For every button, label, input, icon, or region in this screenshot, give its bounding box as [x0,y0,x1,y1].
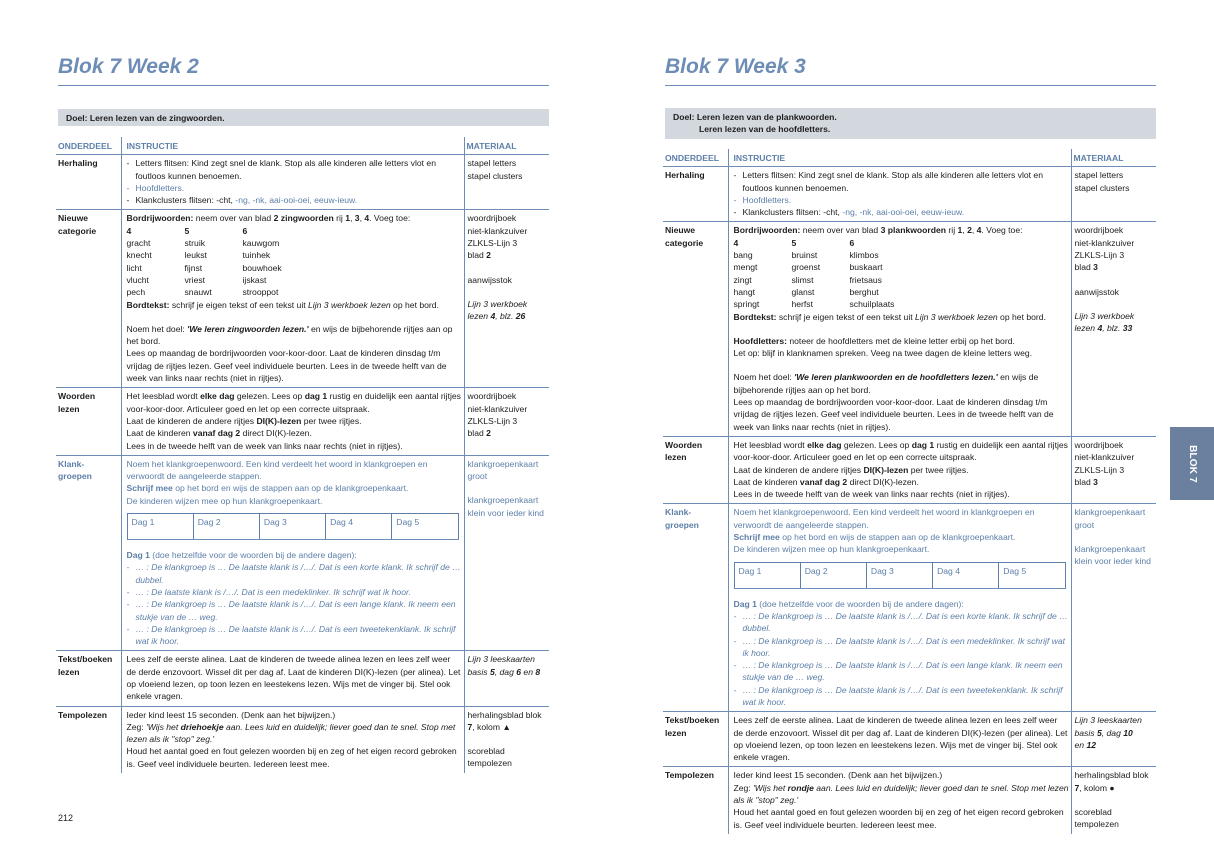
materiaal-tekst-boeken: Lijn 3 leeskaarten basis 5, dag 6 en 8 [464,651,549,706]
label-klankgroepen: Klank- groepen [663,504,728,712]
row-herhaling [663,167,1156,222]
list-item: - … : De laatste klank is /…/. Dat is een medeklinker. Ik schrijf wat ik hoor. [127,586,462,598]
instructie-klankgroepen: Noem het klankgroepenwoord. Een kind verdeelt het woord in klankgroepen en verwoordt de aangeleerde stappen. Schrijf mee op het bord en wijs de stappen aan op de klankgroepenkaart. De kinderen wijzen mee op hun klankgroepenkaart. Dag 1 Dag 2 Dag 3 Dag 4 Dag 5 Dag 1 (doe hetzelfde voor de woorden bij de andere dagen): - … : De klankgroep is … De laatste klank is /…/. Dat is een korte klank. Ik schrijf de … dubbel. - … : De klankgroep is … De laatste klank is /…/. Dat is een medeklinker. Ik schrijf wat ik hoor. - … : De klankgroep is … De laatste klank is /…/. Dat is een lange klank. Ik neem een stukje van de … weg. - … : De klankgroep is … De laatste klank is /…/. Dat is een tweetekenklank. Ik schrijf wat ik hoor. [728,504,1071,712]
materiaal-tempolezen: herhalingsblad blok 7, kolom ▲ scoreblad tempolezen [467,709,542,769]
materiaal-tekst-boeken: Lijn 3 leeskaarten basis 5, dag 10 en 12 [1071,712,1156,767]
days-grid: Dag 1 Dag 2 Dag 3 Dag 4 Dag 5 [734,562,1066,589]
goal-line: Doel: Leren lezen van de zingwoorden. [66,113,225,123]
list-item: - … : De klankgroep is … De laatste klank is /…/. Dat is een korte klank. Ik schrijf de … dubbel. [127,561,462,586]
label-nieuwe-categorie: Nieuwe categorie [56,210,121,388]
side-tab-label: BLOK 7 [1187,444,1199,483]
row-tempolezen [663,767,1156,834]
list-item: - Letters flitsen: Kind zegt snel de klank. Stop als alle kinderen alle letters vlot en foutloos kunnen benoemen. [127,157,462,182]
title-rule [58,85,549,86]
list-item: - Klankclusters flitsen: -cht, -ng, -nk, aai-ooi-oei, eeuw-ieuw. [734,206,1069,218]
instructie-nieuwe-categorie: Bordrijwoorden: neem over van blad 3 plankwoorden rij 1, 2, 4. Voeg toe: 4 bang mengt zingt hangt springt 5 bruinst groenst slimst glanst herfst 6 klimbos buskaart frietsaus berghut schuilplaats Bordtekst: schrijf je eigen tekst of een tekst uit Lijn 3 werkboek lezen op het bord. Hoofdletters: noteer de hoofdletters met de kleine letter erbij op het bord. Let op: blijf in klanknamen spreken. Veeg na twee dagen de kleine letters weg. Noem het doel: 'We leren plankwoorden en de hoofdletters lezen.' en wijs de bijbehorende rijtjes aan op het bord. Lees op maandag de bordrijwoorden voor-koor-door. Laat de kinderen dinsdag t/m vrijdag de rijtjes lezen. Geef veel individuele beurten. Lees in de tweede helft van de week van links naar rechts (niet in rijtjes). [728,222,1071,436]
materiaal-herhaling: stapel letters stapel clusters [464,155,549,210]
row-woorden-lezen [56,388,549,455]
header-onderdeel: ONDERDEEL [663,149,728,167]
instructie-tekst-boeken: Lees zelf de eerste alinea. Laat de kinderen de tweede alinea lezen en lees zelf weer de derde enzovoort. Wissel dit per dag af. Laat de kinderen DI(K)-lezen (per alinea). Let op vloeiend lezen, op toon lezen en leestekens lezen. Wijs met de vinger bij. Stel ook enkele vragen. [121,651,464,706]
instructie-tekst-boeken: Lees zelf de eerste alinea. Laat de kinderen de tweede alinea lezen en lees zelf weer de derde enzovoort. Wissel dit per dag af. Laat de kinderen DI(K)-lezen (per alinea). Let op vloeiend lezen, op toon lezen en leestekens lezen. Wijs met de vinger bij. Stel ook enkele vragen. [728,712,1071,767]
instructie-tempolezen: Ieder kind leest 15 seconden. (Denk aan het bijwijzen.) Zeg: 'Wijs het rondje aan. Lees luid en duidelijk; liever goed dan te snel. Stop met lezen als ik "stop" zeg.' Houd het aantal goed en fout gelezen woorden bij en zeg of het eigen record gebroken is. Geef veel individuele beurten. Iedereen leest mee. [728,767,1071,834]
label-woorden-lezen: Woorden lezen [56,388,121,455]
title-rule [665,85,1156,86]
header-instructie: INSTRUCTIE [728,149,1071,167]
header-materiaal: MATERIAAL [1071,149,1156,167]
word-grid: 4 gracht knecht licht vlucht pech 5 struik leukst fijnst vriest snauwt 6 kauwgom tuinhek bouwhoek ijskast strooppot [126,225,282,298]
header-onderdeel: ONDERDEEL [56,137,121,155]
page-title: Blok 7 Week 3 [665,55,806,78]
materiaal-woorden-lezen: woordrijboek niet-klankzuiver ZLKLS-Lijn 3 blad 3 [1071,436,1156,503]
row-tempolezen [56,706,549,773]
lesson-table [56,137,549,773]
instructie-herhaling [728,167,1071,222]
table-header [56,137,549,155]
row-nieuwe-categorie [663,222,1156,436]
list-item: - … : De klankgroep is … De laatste klank is /…/. Dat is een tweetekenklank. Ik schrijf wat ik hoor. [734,684,1069,709]
label-herhaling: Herhaling [663,167,728,222]
row-klankgroepen [56,455,549,651]
instructie-klankgroepen: Noem het klankgroepenwoord. Een kind verdeelt het woord in klankgroepen en verwoordt de aangeleerde stappen. Schrijf mee op het bord en wijs de stappen aan op de klankgroepenkaart. De kinderen wijzen mee op hun klankgroepenkaart. Dag 1 Dag 2 Dag 3 Dag 4 Dag 5 Dag 1 (doe hetzelfde voor de woorden bij de andere dagen): - … : De klankgroep is … De laatste klank is /…/. Dat is een korte klank. Ik schrijf de … dubbel. - … : De laatste klank is /…/. Dat is een medeklinker. Ik schrijf wat ik hoor. - … : De klankgroep is … De laatste klank is /…/. Dat is een lange klank. Ik neem een stukje van de … weg. - … : De klankgroep is … De laatste klank is /…/. Dat is een tweetekenklank. Ik schrijf wat ik hoor. [121,455,464,651]
label-tekst-boeken: Tekst/boeken lezen [663,712,728,767]
list-item: - … : De klankgroep is … De laatste klank is /…/. Dat is een tweetekenklank. Ik schrijf wat ik hoor. [127,623,462,648]
list-item: - Hoofdletters. [734,194,1069,206]
row-herhaling [56,155,549,210]
instructie-woorden-lezen: Het leesblad wordt elke dag gelezen. Lees op dag 1 rustig en duidelijk een aantal rijtjes voor-koor-door. Articuleer goed en let op een correcte uitspraak. Laat de kinderen de andere rijtjes DI(K)-lezen per twee rijtjes. Laat de kinderen vanaf dag 2 direct DI(K)-lezen. Lees in de tweede helft van de week van links naar rechts (niet in rijtjes). [121,388,464,455]
page-title: Blok 7 Week 2 [58,55,199,78]
row-nieuwe-categorie [56,210,549,388]
right-page [607,0,1214,858]
label-herhaling: Herhaling [56,155,121,210]
triangle-icon: ▲ [502,721,511,732]
materiaal-nieuwe-categorie: woordrijboek niet-klankzuiver ZLKLS-Lijn 3 blad 3 aanwijsstok Lijn 3 werkboek lezen 4, blz. 33 [1071,222,1156,436]
row-tekst-boeken [663,712,1156,767]
label-tempolezen: Tempolezen [665,770,715,781]
list-item: - … : De klankgroep is … De laatste klank is /…/. Dat is een medeklinker. Ik schrijf wat ik hoor. [734,635,1069,660]
header-instructie: INSTRUCTIE [121,137,464,155]
days-grid: Dag 1 Dag 2 Dag 3 Dag 4 Dag 5 [127,513,459,540]
list-item: - Klankclusters flitsen: -cht, -ng, -nk, aai-ooi-oei, eeuw-ieuw. [127,194,462,206]
instructie-herhaling [121,155,464,210]
materiaal-herhaling: stapel letters stapel clusters [1071,167,1156,222]
list-item: - Hoofdletters. [127,182,462,194]
materiaal-klankgroepen: klankgroepenkaart groot klankgroepenkaart klein voor ieder kind [464,455,549,651]
row-klankgroepen [663,504,1156,712]
instructie-woorden-lezen: Het leesblad wordt elke dag gelezen. Lees op dag 1 rustig en duidelijk een aantal rijtjes voor-koor-door. Articuleer goed en let op een correcte uitspraak. Laat de kinderen de andere rijtjes DI(K)-lezen per twee rijtjes. Laat de kinderen vanaf dag 2 direct DI(K)-lezen. Lees in de tweede helft van de week van links naar rechts (niet in rijtjes). [728,436,1071,503]
list-item: - … : De klankgroep is … De laatste klank is /…/. Dat is een korte klank. Ik schrijf de … dubbel. [734,610,1069,635]
label-tempolezen: Tempolezen [58,709,108,720]
materiaal-klankgroepen: klankgroepenkaart groot klankgroepenkaart klein voor ieder kind [1071,504,1156,712]
label-woorden-lezen: Woorden lezen [663,436,728,503]
label-nieuwe-categorie: Nieuwe categorie [663,222,728,436]
row-woorden-lezen [663,436,1156,503]
goal-box [58,109,549,126]
lesson-table [663,149,1156,834]
word-grid: 4 bang mengt zingt hangt springt 5 bruinst groenst slimst glanst herfst 6 klimbos buskaart frietsaus berghut schuilplaats [733,237,895,310]
row-tekst-boeken [56,651,549,706]
label-klankgroepen: Klank- groepen [56,455,121,651]
instructie-tempolezen: Ieder kind leest 15 seconden. (Denk aan het bijwijzen.) Zeg: 'Wijs het driehoekje aan. Lees luid en duidelijk; liever goed dan te snel. Stop met lezen als ik "stop" zeg.' Houd het aantal goed en fout gelezen woorden bij en zeg of het eigen record gebroken is. Geef veel individuele beurten. Iedereen leest mee. [121,706,464,773]
list-item: - Letters flitsen: Kind zegt snel de klank. Stop als alle kinderen alle letters vlot en foutloos kunnen benoemen. [734,169,1069,194]
list-item: - … : De klankgroep is … De laatste klank is /…/. Dat is een lange klank. Ik neem een stukje van de … weg. [127,598,462,623]
circle-icon: ● [1109,782,1115,793]
instructie-nieuwe-categorie: Bordrijwoorden: neem over van blad 2 zingwoorden rij 1, 3, 4. Voeg toe: 4 gracht knecht licht vlucht pech 5 struik leukst fijnst vriest snauwt 6 kauwgom tuinhek bouwhoek ijskast strooppot Bordtekst: schrijf je eigen tekst of een tekst uit Lijn 3 werkboek lezen op het bord. Noem het doel: 'We leren zingwoorden lezen.' en wijs de bijbehorende rijtjes aan op het bord. Lees op maandag de bordrijwoorden voor-koor-door. Laat de kinderen dinsdag t/m vrijdag de rijtjes lezen. Geef veel individuele beurten. Lees in de tweede helft van de week van links naar rechts (niet in rijtjes). [121,210,464,388]
list-item: - … : De klankgroep is … De laatste klank is /…/. Dat is een lange klank. Ik neem een stukje van de … weg. [734,659,1069,684]
goal-line: Leren lezen van de hoofdletters. [699,124,831,134]
goal-box [665,108,1156,139]
materiaal-nieuwe-categorie: woordrijboek niet-klankzuiver ZLKLS-Lijn 3 blad 2 aanwijsstok Lijn 3 werkboek lezen 4, blz. 26 [464,210,549,388]
header-materiaal: MATERIAAL [464,137,549,155]
page-number: 212 [58,813,74,823]
goal-line: Doel: Leren lezen van de plankwoorden. [673,112,837,122]
materiaal-woorden-lezen: woordrijboek niet-klankzuiver ZLKLS-Lijn 3 blad 2 [464,388,549,455]
table-header [663,149,1156,167]
blok-side-tab [1170,427,1214,500]
materiaal-tempolezen: herhalingsblad blok 7, kolom ● scoreblad tempolezen [1074,770,1149,830]
label-tekst-boeken: Tekst/boeken lezen [56,651,121,706]
